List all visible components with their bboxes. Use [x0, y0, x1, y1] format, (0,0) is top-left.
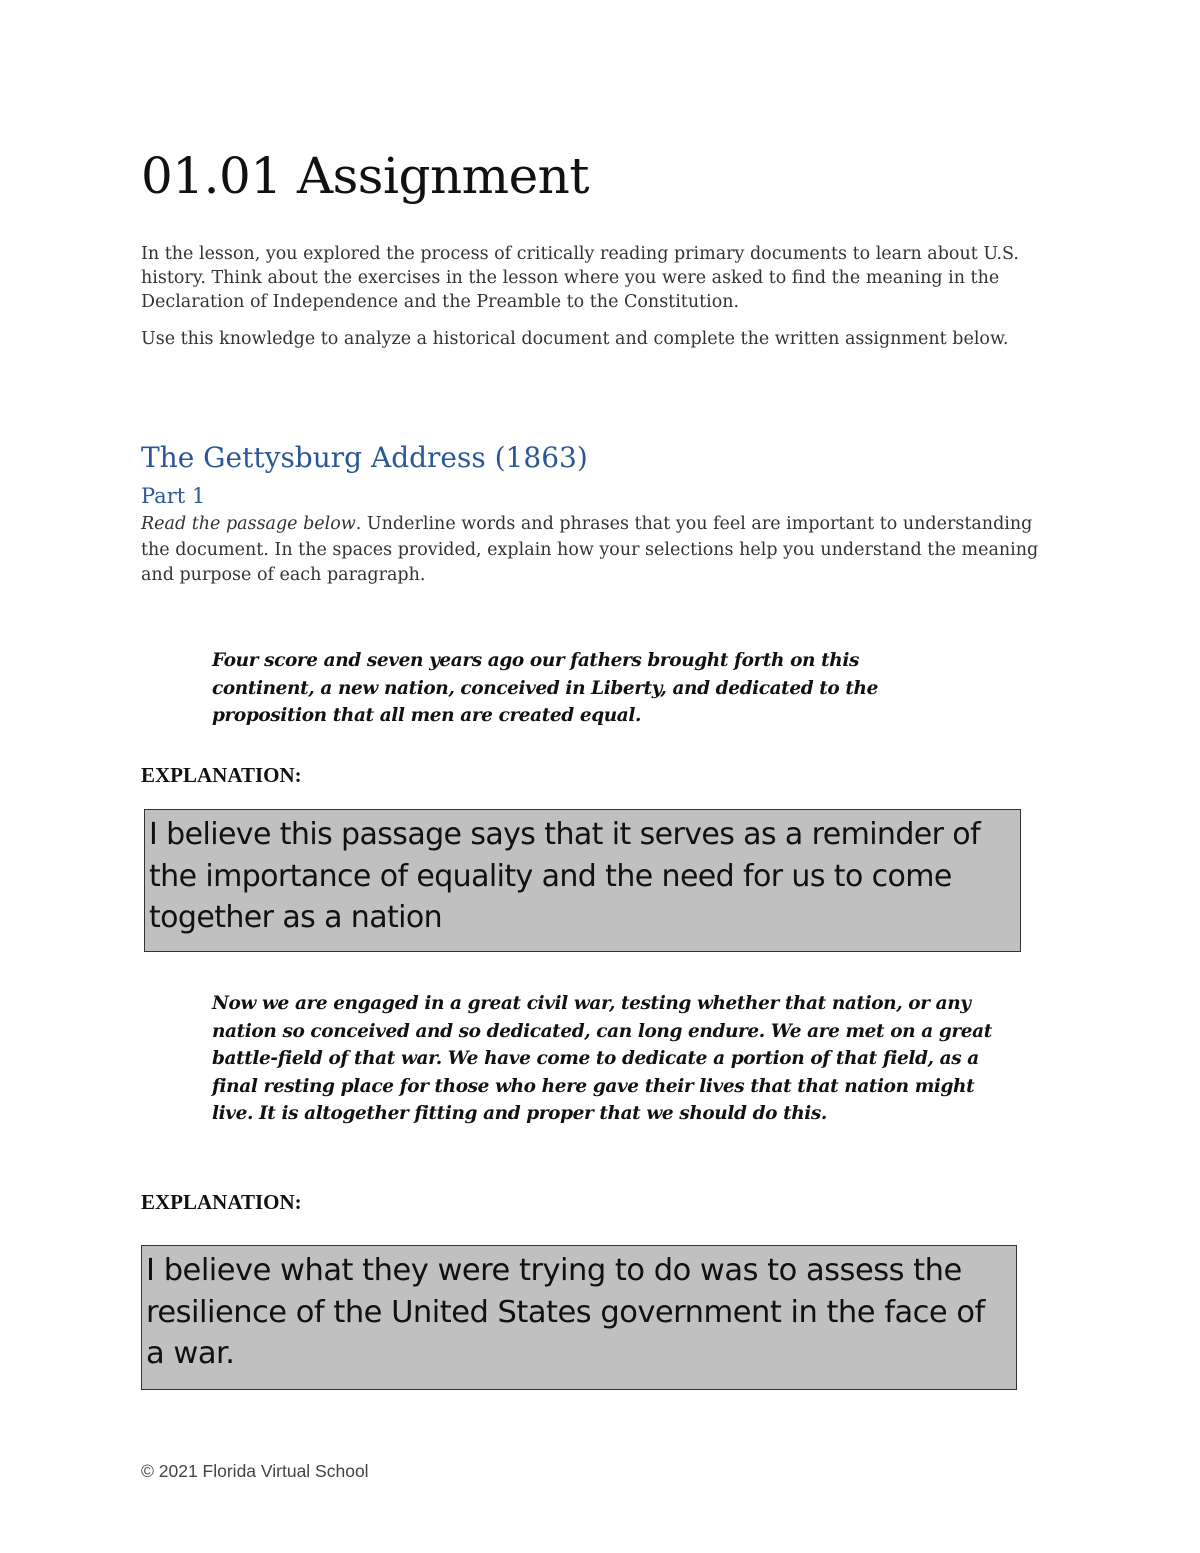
- copyright-footer: © 2021 Florida Virtual School: [141, 1461, 369, 1481]
- explanation-label: EXPLANATION:: [141, 763, 302, 787]
- passage-quote: Now we are engaged in a great civil war, testing whether that nation, or any nation so conceived and so dedicated, can long endure. We are met on a great battle-field of that war. We have come to dedicate a portion of that field, as a final resting place for those who here gave their lives that that nation might live. It is altogether fitting and proper that we should do this.: [212, 993, 992, 1124]
- explanation-answer-box[interactable]: I believe this passage says that it serves as a reminder of the importance of equality and the need for us to come together as a nation: [144, 809, 1021, 952]
- instructions-text: . Underline words and phrases that you feel are important to understanding the document. In the spaces provided, explain how your selections help you understand the meaning and purpose of each paragraph.: [141, 514, 1039, 585]
- intro-paragraph: Use this knowledge to analyze a historical document and complete the written assignment below.: [141, 329, 1009, 349]
- passage-quote: Four score and seven years ago our fathers brought forth on this continent, a new nation, conceived in Liberty, and dedicated to the proposition that all men are created equal.: [212, 650, 878, 726]
- section-title: The Gettysburg Address (1863): [141, 441, 588, 474]
- intro-text: [141, 242, 1051, 364]
- explanation-label: EXPLANATION:: [141, 1190, 302, 1214]
- instructions: [141, 512, 1041, 589]
- intro-paragraph: In the lesson, you explored the process of critically reading primary documents to learn about U.S. history. Think about the exercises in the lesson where you were asked to find the meaning in the Declaration of Independence and the Preamble to the Constitution.: [141, 244, 1019, 312]
- part-title: Part 1: [141, 484, 206, 508]
- explanation-answer-box[interactable]: I believe what they were trying to do was to assess the resilience of the United States government in the face of a war.: [141, 1245, 1017, 1390]
- instructions-emphasis: Read the passage below: [141, 514, 356, 534]
- page-title: 01.01 Assignment: [141, 147, 589, 205]
